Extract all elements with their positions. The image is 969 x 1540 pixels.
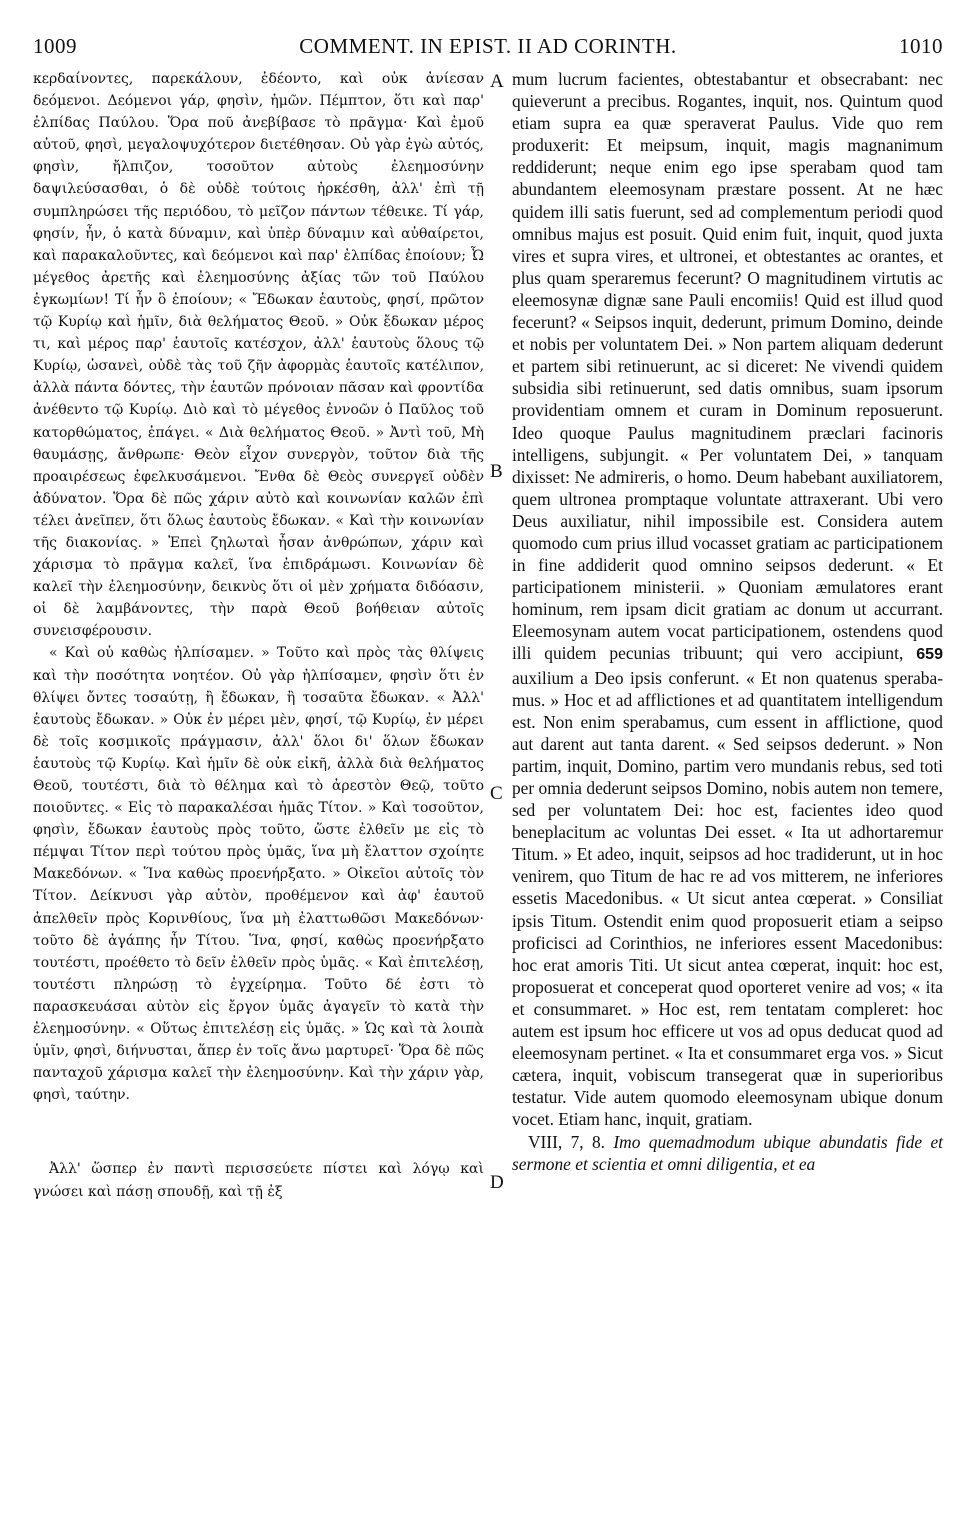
greek-column bbox=[33, 68, 484, 1203]
latin-paragraph-1 bbox=[512, 68, 943, 1131]
greek-paragraph-2: « Καὶ οὐ καθὼς ἠλπίσαμεν. » Τοῦτο καὶ πρὸς τὰς θλίψεις καὶ τὴν ποσότητα νοητέον. Οὐ γὰρ ἠλπίσαμεν, φησὶν ὅτι ἐν θλίψει ὄντες τοσαύτῃ, ἢ ἔδωκαν, ἢ τοσαῦτα ἔδωκαν. « Ἀλλ' ἑαυτοὺς ἔδωκαν. » Οὐκ ἐν μέρει μὲν, φησί, τῷ Κυρίῳ, ἐν μέρει δὲ τοῖς κοσμικοῖς πράγμασιν, ἀλλ' ὅλοι δι' ὅλων ἔδωκαν ἑαυτοὺς τῷ Κυρίῳ. Καὶ ἡμῖν δὲ οὐκ εἰκῆ, ἀλλὰ διὰ θελήματος Θεοῦ, τουτέστι, διὰ τὸ θέλημα καὶ τὸ ἀρεστὸν Θεῷ, τοῦτο ποιοῦντες. « Εἰς τὸ παρακαλέσαι ἡμᾶς Τίτον. » Καὶ τοσοῦτον, φησὶν, ἔδωκαν ἑαυτοὺς πρὸς τοῦτο, ὥστε ἐλθεῖν με εἰς τὸ πέμψαι Τίτον περὶ τούτου πρὸς ὑμᾶς, ἵνα μὴ ἔλαττον σχοίητε Μακεδόνων. « Ἵνα καθὼς προενήρξατο. » Οἰκεῖοι αὐτοῖς τὸν Τίτον. Δείκνυσι γὰρ αὐτὸν, προθέμενον καὶ ἀφ' ἑαυτοῦ ἀπελθεῖν πρὸς Κορινθίους, ἵνα μὴ ἐλαττωθῶσι Μακεδόνων· τοῦτο δὲ ἀγάπης ἦν Τίτου. Ἵνα, φησί, καθὼς προενήρξατο τουτέστι, προέθετο τὸ δεῖν ἐλθεῖν πρὸς ὑμᾶς. « Καὶ ἐπιτελέσῃ, τουτέστι πληρώσῃ τὸ ἐγχείρημα. Τοῦτο δέ ἐστι τὸ παρασκευάσαι αὐτὸν εἰς ἔργον ὑμᾶς ἀγαγεῖν τὸ κατὰ τὴν ἐλεημοσύνην. « Οὕτως ἐπιτελέσῃ εἰς ὑμᾶς. » Ὡς καὶ τὰ λοιπὰ ὑμῖν, φησὶ, διήνυσται, ἅπερ ἐν τοῖς ἄνω μαρτυρεῖ· Ὅρα δὲ πῶς πανταχοῦ χάρισμα καλεῖ τὴν ἐλεημοσύνην. Καὶ τὴν χάριν γὰρ, φησὶ, ταύτην. bbox=[33, 645, 485, 1104]
page-number-right: 1010 bbox=[898, 34, 943, 58]
section-margin bbox=[484, 68, 512, 1203]
margin-mark-c: C bbox=[490, 783, 503, 804]
latin-column bbox=[512, 68, 943, 1203]
latin-verse-text: Imo quemadmodum ubique abundatis fide et sermone et scientia et omni diligentia, et ea bbox=[511, 1131, 944, 1174]
latin-paragraph-2 bbox=[512, 1131, 943, 1175]
greek-paragraph-1: κερδαίνοντες, παρεκάλουν, ἐδέοντο, καὶ οὐκ ἀνίεσαν δεόμενοι. Δεόμενοι γάρ, φησὶν, ἡμῶν. Πέμπτον, ὅτι καὶ παρ' ἐλπίδας Παύλου. Ὅρα ποῦ ἀνεβίβασε τὸ πρᾶγμα· Καὶ ἐμοῦ αὐτοῦ, φησὶ, μεγαλοψυχότερον διετέθησαν. Οὐ γὰρ ἐγὼ αὐτός, φησὶν, ἤλπιζον, τοσοῦτον αὐτοὺς ἐλεημοσύνην δαψιλεύσασθαι, ὁ δὲ οὐδὲ τούτοις ἠρκέσθη, ἀλλ' ἐπὶ τῇ συμπληρώσει τῆς περιόδου, τὸ μεῖζον πάντων τέθεικε. Τί γάρ, φησίν, ἦν, ὁ κατὰ δύναμιν, καὶ ὑπὲρ δύναμιν καὶ αὐθαίρετοι, καὶ παρακαλοῦντες, καὶ δεόμενοι καὶ παρ' ἐλπίδας ἐποίουν; Ὦ μέγεθος ἀρετῆς καὶ ἐλεημοσύνης ἀξίας τῶν τοῦ Παύλου ἐγκωμίων! Τί ἦν ὃ ἐποίουν; « Ἔδωκαν ἑαυτοὺς, φησί, πρῶτον τῷ Κυρίῳ καὶ ἡμῖν, διὰ θελήματος Θεοῦ. » Οὐκ ἔδωκαν μέρος τι, καὶ μέρος παρ' ἑαυτοῖς κατέσχον, ἀλλ' ἑαυτοὺς ὅλους τῷ Κυρίῳ, ὡσανεὶ, οὐδὲ τὰς τοῦ ζῆν ἀφορμὰς ἑαυτοῖς κατέλιπον, ἀλλὰ πάντα δόντες, τὴν ἑαυτῶν πρόνοιαν πᾶσαν καὶ φροντίδα ἀνέθεντο τῷ Κυρίῳ. Διὸ καὶ τὸ μέγεθος ἐννοῶν ὁ Παῦλος τοῦ κατορθώματος, ἐπάγει. « Διὰ θελήματος Θεοῦ. » Ἀντὶ τοῦ, Μὴ θαυμάσῃς, ἄνθρωπε· Θεὸν εἶχον συνεργὸν, τοῦτον διὰ τῆς προαιρέσεως ἐφελκυσάμενοι. Ἔνθα δὲ Θεὸς συνεργεῖ οὐδὲν ἀδύνατον. Ὅρα δὲ πῶς χάριν αὐτὸ καὶ κοινωνίαν καλῶν ἐπὶ τέλει ἀνεῖπεν, ὅτι ὅλως ἑαυτοὺς ἔδωκαν. « Καὶ τὴν κοινωνίαν τῆς διακονίας. » Ἐπεὶ ζηλωταὶ ἦσαν ἀνθρώπων, χάριν καὶ χάρισμα τὸ πρᾶγμα καλεῖ, ἵνα ἐπιδράμωσι. Κοινωνίαν δὲ καλεῖ τὴν ἐλεημοσύνην, δεικνὺς ὅτι οἱ μὲν χρήματα διδόασιν, οἱ δὲ λαμβάνοντες, τὴν παρὰ Θεοῦ βοήθειαν αὐτοῖς συνεισφέρουσιν. bbox=[33, 71, 485, 640]
paragraph-gap bbox=[33, 1106, 484, 1158]
running-title: COMMENT. IN EPIST. II AD CORINTH. bbox=[299, 34, 677, 58]
margin-mark-a: A bbox=[490, 71, 504, 92]
latin-text-1b: auxilium a Deo ipsis conferunt. « Et non quatenus speraba-mus. » Hoc et ad afflictiones et ad quantitatem intelligendum est. Non enim sperabamus, cum essent in afflictione, quod aut darent aut tanta darent. « Sed seipsos dederunt. » Non partim, inquit, Domino, partim vero mundanis rebus, sed toti per omnia dederunt seipsos Domino, nobis autem non temere, sed per voluntatem Dei: hoc est, facientes ideo quod beneplacitum ac voluntas Dei esset. « Ita ut adhortaremur Titum. » Et adeo, inquit, seipsos ad hoc tradiderunt, ut in hoc venirem, quo Titum de hac re ad vos mitterem, ne inferiores essetis Macedonibus. « Ut sicut antea cœperat. » Consiliat ipsis Titum. Ostendit enim quod proposuerit etiam a seipso proficisci ad Corinthios, ne inferiores essent Macedonibus: hoc erat amoris Titi. Ut sicut antea cœperat, inquit: hoc est, proposuerat et conceperat quod oporteret venire ad vos; « ita et consummaret. » Hoc est, rem tentatam compleret: hoc autem est ipsum hoc efficere ut vos ad opus deducat quod ad eleemosynam pertinet. « Ita et consummaret erga vos. » Sicut cætera, inquit, vobiscum transegerat quæ in superioribus testatur. Vide autem quomodo eleemosynam ubique donum vocet. Etiam hanc, inquit, gratiam. bbox=[511, 667, 943, 1130]
page-number-left: 1009 bbox=[33, 34, 77, 58]
two-column-body bbox=[33, 68, 943, 1203]
running-header bbox=[33, 34, 943, 68]
margin-mark-b: B bbox=[490, 461, 503, 482]
verse-reference: VIII, 7, 8. bbox=[527, 1131, 606, 1152]
greek-paragraph-3: Ἀλλ' ὥσπερ ἐν παντὶ περισσεύετε πίστει καὶ λόγῳ καὶ γνώσει καὶ πάσῃ σπουδῇ, καὶ τῇ ἐξ bbox=[33, 1161, 485, 1200]
column-number: 659 bbox=[916, 646, 943, 664]
margin-mark-d: D bbox=[490, 1172, 504, 1193]
latin-text-1a: mum lucrum facientes, obtestabantur et obsecrabant: nec quieverunt a precibus. Rogantes, inquit, nos. Quintum quod etiam supra ea quæ speraverat Paulus. Vide quo rem produxerit: Et meipsum, inquit, magis magnanimum reddiderunt; neque enim ego ipse sperabam quod tam abundantem eleemosynam præstare possent. At ne hæc quidem illi satis fuerunt, sed ad complementum periodi quod omnibus majus est posuit. Quid enim fuit, inquit, quod juxta vires et supra vires, et ultronei, et obtestantes ac orantes, et plus quam speraremus fecerunt? O magnitudinem virtutis ac eleemosynæ dignæ sane Pauli encomiis! Quid est illud quod fecerunt? « Seipsos inquit, dederunt, primum Domino, deinde et nobis per voluntatem Dei. » Non partem aliquam dederunt et partem sibi retinuerunt, ac si diceret: Ne vivendi quidem subsidia sibi retinuerunt, sed datis omnibus, suam ipsorum providentiam omnem et curam in Dominum reposuerunt. Ideo quoque Paulus magnitudinem præclari facinoris intelligens, subjungit. « Per voluntatem Dei, » tanquam dixisset: Ne admireris, o homo. Deum habebant auxiliatorem, quem ultronea promptaque voluntate attraxerant. Ubi vero Deus auxiliatur, nihil impossibile est. Considera autem quomodo cum prius illud vocasset gratiam ac participationem in fine addiderit quod omnino seipsos dederunt. « Et participationem ministerii. » Quoniam æmulatores erant hominum, rem ipsam dicit gratiam ac donum ut accurrant. Eleemosynam autem vocat participationem, ostendens quod illi quidem pecunias tribuunt; qui vero accipiunt, bbox=[511, 69, 943, 664]
